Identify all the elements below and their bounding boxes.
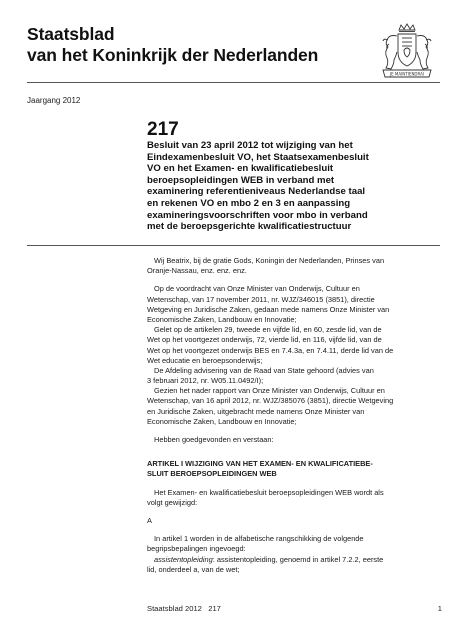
body-line: Wet op het voortgezet onderwijs, 72, vierde lid, en 116, vijfde lid, van de [147, 335, 382, 345]
gazette-title-line1: Staatsblad [27, 24, 115, 44]
gazette-title-line2: van het Koninkrijk der Nederlanden [27, 45, 319, 65]
section-label: A [147, 515, 152, 525]
subject-line: examineringsvoorschriften voor mbo in verband [147, 209, 368, 221]
subject-line: examinering referentieniveaus Nederlandse taal [147, 186, 366, 198]
subject-line: Besluit van 23 april 2012 tot wijziging van het [147, 140, 353, 151]
article-heading: SLUIT BEROEPSOPLEIDINGEN WEB [147, 469, 277, 479]
decree-subject [147, 140, 447, 233]
decree-number: 217 [147, 119, 179, 140]
header-divider [27, 82, 440, 83]
body-line: Economische Zaken, Landbouw en Innovatie; [147, 314, 297, 324]
footer-publication-name: Staatsblad 2012 [147, 604, 202, 613]
gazette-title [27, 24, 357, 66]
decree-body [147, 256, 447, 575]
body-line: Het Examen- en kwalificatiebesluit beroepsopleidingen WEB wordt als [154, 487, 384, 497]
article-heading: ARTIKEL I WIJZIGING VAN HET EXAMEN- EN KWALIFICATIEBE- [147, 459, 373, 469]
subject-line: met de beroepsgerichte kwalificatiestructuur [147, 221, 352, 233]
body-line: en Juridische Zaken, uitgebracht mede namens Onze Minister van [147, 406, 365, 416]
body-line: lid, onderdeel a, van de wet; [147, 564, 240, 574]
body-line: Wet op het voortgezet onderwijs BES en 7.4.3a, en 7.4.11, derde lid van de [147, 345, 394, 355]
subject-line: VO en het Examen- en kwalificatiebesluit [147, 163, 334, 175]
body-line: In artikel 1 worden in de alfabetische rangschikking de volgende [154, 534, 364, 544]
body-line: Wetenschap, van 16 april 2012, nr. WJZ/385076 (3851), directie Wetgeving [147, 396, 394, 406]
body-line: Wet educatie en beroepsonderwijs; [147, 355, 263, 365]
page-number: 1 [437, 604, 442, 613]
body-line: Wij Beatrix, bij de gratie Gods, Koningin der Nederlanden, Prinses van [154, 256, 385, 265]
crest-motto: JE MAINTIENDRAI [389, 71, 425, 77]
body-line: Wetenschap, van 17 november 2011, nr. WJZ/346015 (3851), directie [147, 294, 375, 304]
body-line: Gelet op de artikelen 29, tweede en vijfde lid, en 60, zesde lid, van de [154, 325, 382, 335]
subject-line: Eindexamenbesluit VO, het Staatsexamenbesluit [147, 151, 369, 163]
definition-term: assistentopleiding [154, 554, 213, 564]
body-line: volgt gewijzigd: [147, 497, 198, 507]
body-line: begripsbepalingen ingevoegd: [147, 544, 246, 554]
body-line: Economische Zaken, Landbouw en Innovatie; [147, 416, 297, 426]
body-line: Hebben goedgevonden en verstaan: [154, 435, 274, 444]
footer-publication [147, 604, 221, 613]
definition-text: : assistentopleiding, genoemd in artikel 7.2.2, eerste [212, 554, 384, 564]
body-line: De Afdeling advisering van de Raad van State gehoord (advies van [154, 365, 374, 375]
definition-line [147, 555, 447, 565]
body-line: Wetgeving en Juridische Zaken, gedaan mede namens Onze Minister van [147, 304, 390, 314]
volume-year: Jaargang 2012 [27, 96, 81, 105]
royal-coat-of-arms-icon [377, 22, 437, 84]
body-line: Oranje-Nassau, enz. enz. enz. [147, 266, 247, 276]
body-line: Gezien het nader rapport van Onze Minister van Onderwijs, Cultuur en [154, 386, 385, 396]
subject-line: beroepsopleidingen WEB in verband met [147, 174, 335, 186]
subject-divider [27, 245, 440, 246]
body-line: Op de voordracht van Onze Minister van Onderwijs, Cultuur en [154, 284, 360, 294]
footer-decree-number: 217 [208, 604, 221, 613]
body-line: 3 februari 2012, nr. W05.11.0492/I); [147, 376, 264, 386]
subject-line: en rekenen VO en mbo 2 en 3 en aanpassing [147, 197, 351, 209]
